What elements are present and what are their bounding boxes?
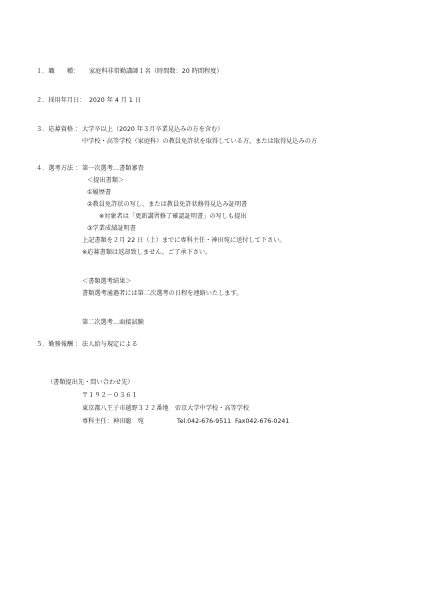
result-heading: ＜書類選考結果＞ xyxy=(82,278,132,285)
docs-heading: ＜提出書類＞ xyxy=(87,177,125,184)
no-return-note: ※応募書類は返却致しません。ご了承下さい。 xyxy=(82,249,212,256)
item3-line1: 大学卒以上（2020 年３月卒業見込みの方を含む） xyxy=(82,126,224,133)
item2-value: 2020 年 4 月 1 日 xyxy=(89,97,142,104)
doc1: ①履歴書 xyxy=(87,189,112,196)
item1-label: １．職 種： xyxy=(36,68,80,75)
contact-fax: Fax042-676-0241 xyxy=(235,418,290,425)
contact-person: 専科主任：神田聡 宛 xyxy=(82,418,144,425)
doc3: ③学業成績証明書 xyxy=(87,225,136,232)
first-round: 第一次選考…書類審査 xyxy=(82,165,144,172)
deadline: 上記書類を２月 22 日（土）までに専科主任・神田宛に送付して下さい。 xyxy=(82,237,286,244)
contact-heading: （書類提出先・問い合わせ先） xyxy=(47,379,134,386)
item2-label: ２．採用年月日： xyxy=(36,97,86,104)
item3-label: ３．応募資格 ： xyxy=(36,126,82,133)
item5-label: ５．勤務報酬 ： xyxy=(36,341,82,348)
doc2-note: ※対象者は「更新講習修了確認証明書」の写しも提出 xyxy=(99,213,247,220)
result-text: 書類選考通過者には第二次選考の日程を連絡いたします。 xyxy=(82,290,243,297)
second-round: 第二次選考…面接試験 xyxy=(82,319,144,326)
contact-tel: Tel.042-676-9511 xyxy=(177,418,232,425)
item3-line2: 中学校・高等学校（家庭科）の教員免許状を取得している方、または取得見込みの方 xyxy=(82,138,318,145)
item4-label: ４．選考方法 ： xyxy=(36,165,82,172)
item1-value: 家庭科非常勤講師１名（時間数：20 時間程度） xyxy=(89,68,223,75)
contact-postal: 〒１９２－０３６１ xyxy=(82,392,138,399)
contact-address: 東京都八王子市越野３２２番地 帝京大学中学校・高等学校 xyxy=(82,405,250,412)
doc2: ②教員免許状の写し、または教員免許状修得見込み証明書 xyxy=(87,201,248,208)
item5-value: 法人給与規定による xyxy=(82,341,138,348)
